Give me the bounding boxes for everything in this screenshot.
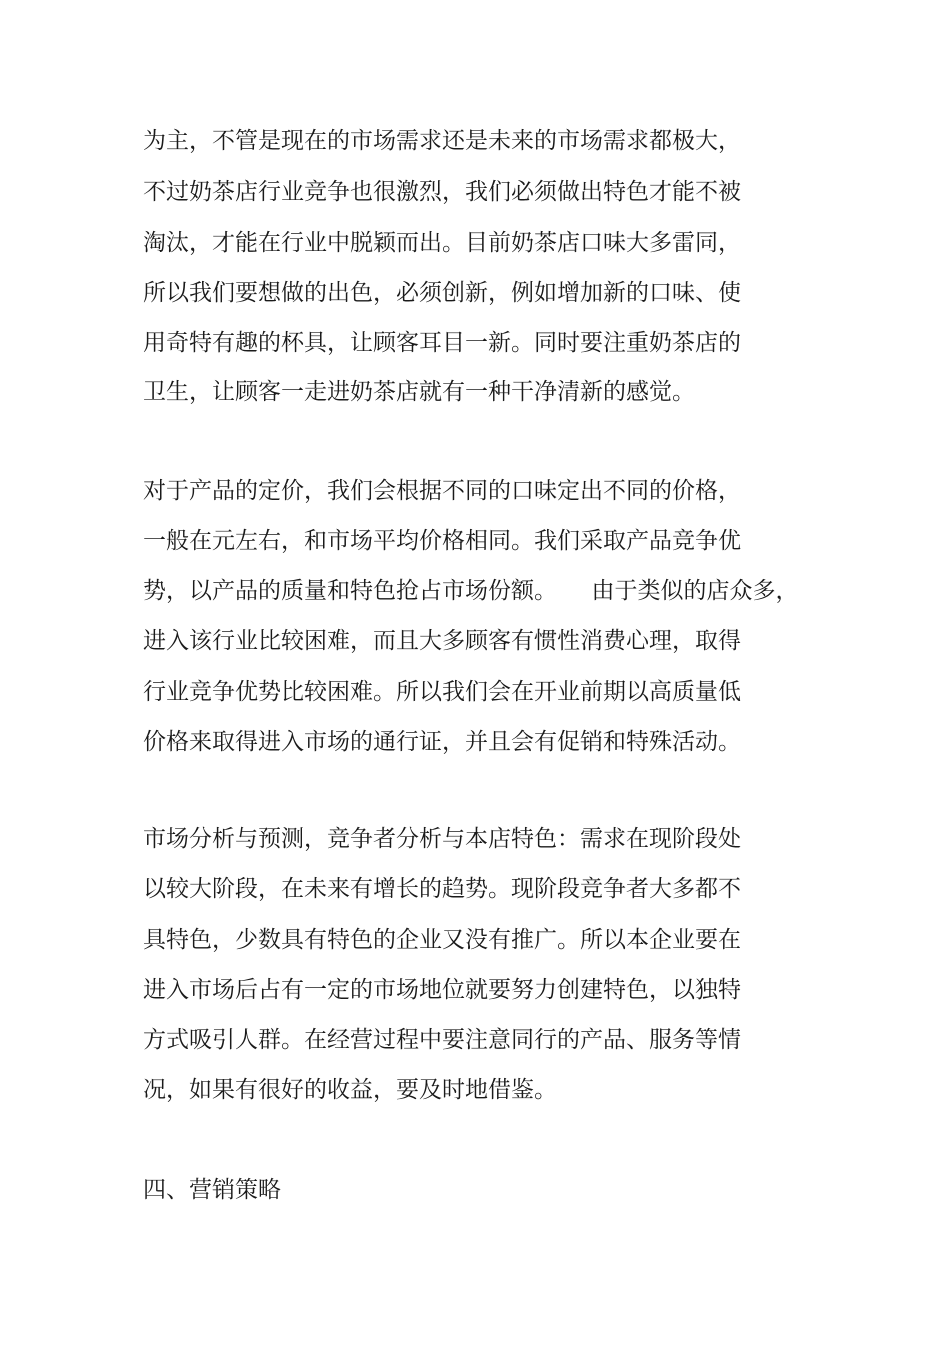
paragraph-2-line-2: 一般在元左右，和市场平均价格相同。我们采取产品竞争优	[143, 528, 741, 554]
paragraph-1-line-6: 卫生，让顾客一走进奶茶店就有一种干净清新的感觉。	[143, 379, 695, 405]
paragraph-1-line-3: 淘汰，才能在行业中脱颖而出。目前奶茶店口味大多雷同，	[143, 230, 741, 256]
paragraph-1-line-5: 用奇特有趣的杯具，让顾客耳目一新。同时要注重奶茶店的	[143, 330, 741, 356]
section-heading: 四、营销策略	[143, 1177, 281, 1203]
paragraph-2-line-1: 对于产品的定价，我们会根据不同的口味定出不同的价格，	[143, 478, 741, 504]
paragraph-1-line-4: 所以我们要想做的出色，必须创新，例如增加新的口味、使	[143, 280, 741, 306]
paragraph-2-line-5: 行业竞争优势比较困难。所以我们会在开业前期以高质量低	[143, 679, 741, 705]
paragraph-3-line-4: 进入市场后占有一定的市场地位就要努力创建特色，以独特	[143, 977, 741, 1003]
paragraph-2-line-4: 进入该行业比较困难，而且大多顾客有惯性消费心理，取得	[143, 628, 741, 654]
paragraph-1-line-1: 为主，不管是现在的市场需求还是未来的市场需求都极大，	[143, 128, 741, 154]
paragraph-3-line-6: 况，如果有很好的收益，要及时地借鉴。	[143, 1077, 557, 1103]
paragraph-3-line-1: 市场分析与预测，竞争者分析与本店特色：需求在现阶段处	[143, 826, 741, 852]
paragraph-2-line-3: 势，以产品的质量和特色抢占市场份额。 由于类似的店众多，	[143, 578, 799, 604]
paragraph-1-line-2: 不过奶茶店行业竞争也很激烈，我们必须做出特色才能不被	[143, 179, 741, 205]
paragraph-3-line-5: 方式吸引人群。在经营过程中要注意同行的产品、服务等情	[143, 1027, 741, 1053]
paragraph-3-line-3: 具特色，少数具有特色的企业又没有推广。所以本企业要在	[143, 927, 741, 953]
paragraph-2-line-6: 价格来取得进入市场的通行证，并且会有促销和特殊活动。	[143, 729, 741, 755]
paragraph-3-line-2: 以较大阶段，在未来有增长的趋势。现阶段竞争者大多都不	[143, 876, 741, 902]
